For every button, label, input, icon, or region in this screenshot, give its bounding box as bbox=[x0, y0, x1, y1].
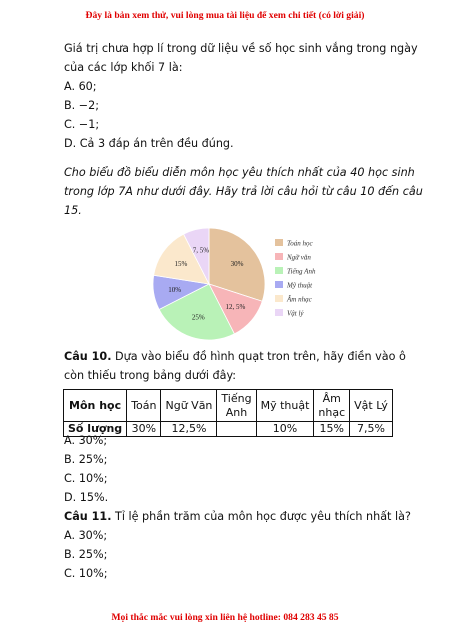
q10-option-b: B. 25%; bbox=[64, 453, 108, 466]
table-header-cell: Tiếng Anh bbox=[217, 390, 256, 422]
legend-label: Tiếng Anh bbox=[287, 267, 316, 276]
q9-option-c: C. −1; bbox=[64, 118, 100, 131]
pie-slice-label: 30% bbox=[230, 260, 244, 269]
legend-label: Mỹ thuật bbox=[287, 281, 313, 290]
intro-line1: Cho biểu đồ biểu diễn môn học yêu thích nhất của 40 học sinh bbox=[64, 166, 415, 179]
legend-swatch bbox=[275, 253, 283, 260]
pie-slice-label: 7, 5% bbox=[192, 246, 210, 255]
legend-swatch bbox=[275, 309, 283, 316]
pie-slice-label: 12, 5% bbox=[225, 303, 246, 312]
legend-swatch bbox=[275, 267, 283, 274]
table-cell: 12,5% bbox=[161, 422, 217, 437]
q10-option-d: D. 15%. bbox=[64, 491, 109, 504]
legend-swatch bbox=[275, 295, 283, 302]
q10-text: Dựa vào biểu đồ hình quạt tron trên, hãy điền vào ô bbox=[111, 350, 406, 363]
q11-option-b: B. 25%; bbox=[64, 548, 108, 561]
hotline-banner: Mọi thắc mắc vui lòng xin liên hệ hotline: 084 283 45 85 bbox=[111, 612, 339, 623]
legend-swatch bbox=[275, 239, 283, 246]
q11-text: Tỉ lệ phần trăm của môn học được yêu thích nhất là? bbox=[111, 510, 411, 523]
table-cell: 30% bbox=[127, 422, 161, 437]
q11-line bbox=[64, 510, 411, 524]
table-header-cell: Ngữ Văn bbox=[161, 390, 217, 422]
q9-option-b: B. −2; bbox=[64, 99, 100, 112]
table-header-cell: Âm nhạc bbox=[314, 390, 350, 422]
table-cell: 7,5% bbox=[350, 422, 393, 437]
q11-option-a: A. 30%; bbox=[64, 529, 108, 542]
table-header-cell: Môn học bbox=[64, 390, 127, 422]
pie-slice-label: 10% bbox=[168, 285, 182, 294]
table-header-cell: Vật Lý bbox=[350, 390, 393, 422]
q11-label: Câu 11. bbox=[64, 510, 112, 523]
pie-slice-label: 15% bbox=[174, 260, 188, 269]
q10-option-c: C. 10%; bbox=[64, 472, 108, 485]
preview-banner: Đây là bản xem thử, vui lòng mua tài liệu để xem chi tiết (có lời giải) bbox=[85, 10, 365, 21]
table-cell: 15% bbox=[314, 422, 350, 437]
table-row bbox=[64, 422, 393, 437]
table-cell: Số lượng bbox=[64, 422, 127, 437]
q11-option-c: C. 10%; bbox=[64, 567, 108, 580]
q10-line2: còn thiếu trong bảng dưới đây: bbox=[64, 369, 237, 382]
legend-label: Ngữ văn bbox=[287, 253, 311, 262]
q10-label: Câu 10. bbox=[64, 350, 112, 363]
q10-option-a: A. 30%; bbox=[64, 434, 108, 447]
q9-option-a: A. 60; bbox=[64, 80, 97, 93]
pie-chart bbox=[150, 226, 340, 344]
pie-slice-label: 25% bbox=[191, 313, 205, 322]
legend-label: Toán học bbox=[287, 239, 313, 248]
intro-line3: 15. bbox=[64, 204, 82, 217]
legend-label: Âm nhạc bbox=[287, 295, 312, 304]
intro-line2: trong lớp 7A như dưới đây. Hãy trả lời câu hỏi từ câu 10 đến câu bbox=[64, 185, 423, 198]
table-header-cell: Mỹ thuật bbox=[256, 390, 314, 422]
q9-option-d: D. Cả 3 đáp án trên đều đúng. bbox=[64, 137, 234, 150]
q9-line2: của các lớp khối 7 là: bbox=[64, 61, 183, 74]
subject-table bbox=[63, 389, 393, 437]
table-header-row bbox=[64, 390, 393, 422]
table-cell: 10% bbox=[256, 422, 314, 437]
table-header-cell: Toán bbox=[127, 390, 161, 422]
legend-label: Vật lý bbox=[287, 309, 304, 318]
q9-line1: Giá trị chưa hợp lí trong dữ liệu về số học sinh vắng trong ngày bbox=[64, 42, 418, 55]
table-cell bbox=[217, 422, 256, 437]
q10-line1 bbox=[64, 350, 406, 364]
legend-swatch bbox=[275, 281, 283, 288]
